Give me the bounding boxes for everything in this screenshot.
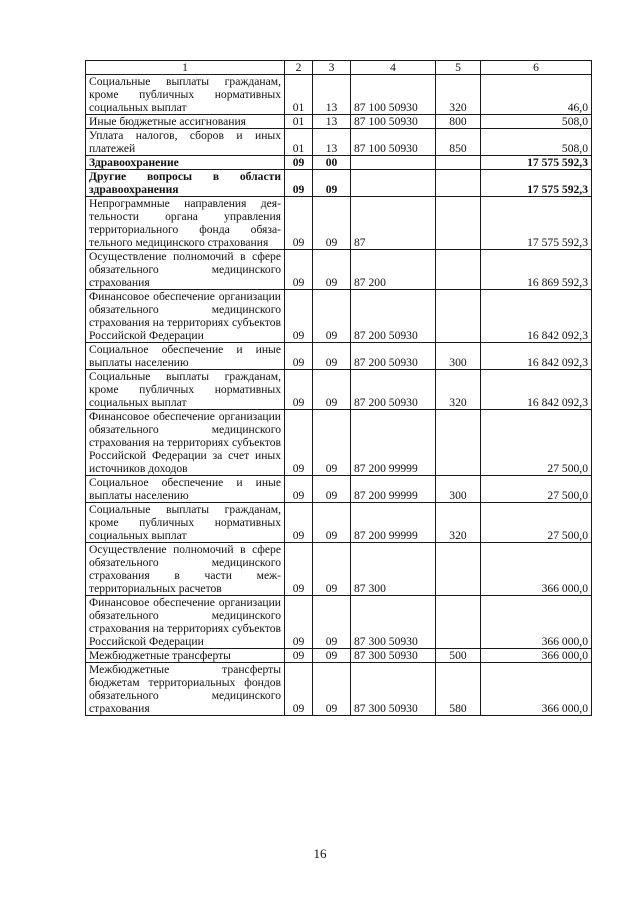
row-expense-type — [436, 543, 481, 596]
row-section: 09 — [285, 649, 313, 663]
table-row — [86, 503, 592, 543]
row-target-article: 87 200 99999 — [351, 410, 436, 476]
row-name: Финансовое обеспечение организации обязательного медицинского страхования на территориях субъектов Российской Федерации за счет иных источников доходов — [86, 410, 285, 476]
row-target-article: 87 100 50930 — [351, 129, 436, 156]
row-expense-type: 500 — [436, 649, 481, 663]
col-header: 6 — [481, 61, 592, 75]
table-row — [86, 250, 592, 290]
row-subsection: 09 — [313, 503, 351, 543]
row-target-article: 87 100 50930 — [351, 75, 436, 115]
row-section: 09 — [285, 156, 313, 170]
row-name: Уплата налогов, сборов и иных платежей — [86, 129, 285, 156]
col-header: 2 — [285, 61, 313, 75]
row-section: 09 — [285, 170, 313, 197]
row-expense-type — [436, 197, 481, 250]
row-name: Непрограммные направления деятельности органа управления территориального фонда обязательного медицинского страхования — [86, 197, 285, 250]
row-section: 09 — [285, 663, 313, 716]
row-subsection: 09 — [313, 476, 351, 503]
table-row — [86, 75, 592, 115]
row-expense-type: 320 — [436, 370, 481, 410]
row-subsection: 09 — [313, 649, 351, 663]
row-name: Социальные выплаты гражданам, кроме публичных нормативных социальных выплат — [86, 370, 285, 410]
row-expense-type — [436, 596, 481, 649]
row-amount: 16 842 092,3 — [481, 370, 592, 410]
page-number: 16 — [313, 846, 327, 861]
table-row — [86, 663, 592, 716]
row-expense-type — [436, 170, 481, 197]
row-expense-type: 800 — [436, 115, 481, 129]
row-expense-type — [436, 250, 481, 290]
row-target-article: 87 200 — [351, 250, 436, 290]
budget-table — [85, 60, 592, 716]
row-amount: 366 000,0 — [481, 596, 592, 649]
row-amount: 27 500,0 — [481, 476, 592, 503]
row-expense-type: 580 — [436, 663, 481, 716]
row-section: 09 — [285, 596, 313, 649]
row-subsection: 13 — [313, 129, 351, 156]
table-row — [86, 156, 592, 170]
row-section: 09 — [285, 290, 313, 343]
table-row — [86, 170, 592, 197]
row-target-article: 87 300 50930 — [351, 663, 436, 716]
row-expense-type: 850 — [436, 129, 481, 156]
row-subsection: 09 — [313, 663, 351, 716]
row-expense-type — [436, 290, 481, 343]
row-amount: 508,0 — [481, 129, 592, 156]
row-expense-type: 320 — [436, 503, 481, 543]
row-name: Другие вопросы в области здравоохранения — [86, 170, 285, 197]
table-row — [86, 476, 592, 503]
row-name: Финансовое обеспечение организации обязательного медицинского страхования на территориях субъектов Российской Федерации — [86, 290, 285, 343]
row-amount: 27 500,0 — [481, 410, 592, 476]
table-row — [86, 649, 592, 663]
table-row — [86, 370, 592, 410]
row-section: 09 — [285, 543, 313, 596]
row-section: 09 — [285, 197, 313, 250]
row-subsection: 09 — [313, 250, 351, 290]
row-expense-type: 320 — [436, 75, 481, 115]
row-amount: 17 575 592,3 — [481, 170, 592, 197]
row-name: Осуществление полномочий в сфере обязательного медицинского страхования — [86, 250, 285, 290]
row-section: 01 — [285, 129, 313, 156]
row-amount: 366 000,0 — [481, 663, 592, 716]
row-amount: 17 575 592,3 — [481, 197, 592, 250]
table-row — [86, 115, 592, 129]
row-name: Социальное обеспечение и иные выплаты населению — [86, 476, 285, 503]
row-target-article — [351, 170, 436, 197]
row-section: 09 — [285, 476, 313, 503]
row-amount: 46,0 — [481, 75, 592, 115]
col-header: 4 — [351, 61, 436, 75]
row-section: 09 — [285, 370, 313, 410]
row-name: Иные бюджетные ассигнования — [86, 115, 285, 129]
row-subsection: 09 — [313, 370, 351, 410]
col-header: 5 — [436, 61, 481, 75]
row-amount: 366 000,0 — [481, 649, 592, 663]
row-subsection: 09 — [313, 410, 351, 476]
row-subsection: 13 — [313, 75, 351, 115]
table-row — [86, 290, 592, 343]
row-name: Финансовое обеспечение организации обязательного медицинского страхования на территориях субъектов Российской Федерации — [86, 596, 285, 649]
row-subsection: 13 — [313, 115, 351, 129]
row-expense-type: 300 — [436, 476, 481, 503]
table-row — [86, 543, 592, 596]
row-name: Межбюджетные трансферты — [86, 649, 285, 663]
row-target-article: 87 200 50930 — [351, 370, 436, 410]
row-amount: 27 500,0 — [481, 503, 592, 543]
table-row — [86, 197, 592, 250]
header-row — [86, 61, 592, 75]
row-target-article: 87 — [351, 197, 436, 250]
row-section: 09 — [285, 410, 313, 476]
row-amount: 17 575 592,3 — [481, 156, 592, 170]
row-name: Социальное обеспечение и иные выплаты населению — [86, 343, 285, 370]
row-subsection: 09 — [313, 343, 351, 370]
row-target-article — [351, 156, 436, 170]
row-section: 01 — [285, 115, 313, 129]
row-name: Социальные выплаты гражданам, кроме публичных нормативных социальных выплат — [86, 75, 285, 115]
row-section: 09 — [285, 250, 313, 290]
table-row — [86, 343, 592, 370]
table-row — [86, 596, 592, 649]
row-amount: 508,0 — [481, 115, 592, 129]
row-amount: 16 842 092,3 — [481, 343, 592, 370]
row-amount: 16 869 592,3 — [481, 250, 592, 290]
row-section: 01 — [285, 75, 313, 115]
row-name: Осуществление полномочий в сфере обязательного медицинского страхования в части межтерриториальных расчетов — [86, 543, 285, 596]
row-name: Межбюджетные трансферты бюджетам территориальных фондов обязательного медицинского страхования — [86, 663, 285, 716]
table-row — [86, 129, 592, 156]
row-expense-type — [436, 410, 481, 476]
col-header: 3 — [313, 61, 351, 75]
row-target-article: 87 300 50930 — [351, 649, 436, 663]
row-name: Социальные выплаты гражданам, кроме публичных нормативных социальных выплат — [86, 503, 285, 543]
row-section: 09 — [285, 503, 313, 543]
col-header: 1 — [86, 61, 285, 75]
row-expense-type: 300 — [436, 343, 481, 370]
row-subsection: 00 — [313, 156, 351, 170]
row-amount: 16 842 092,3 — [481, 290, 592, 343]
row-target-article: 87 100 50930 — [351, 115, 436, 129]
row-subsection: 09 — [313, 170, 351, 197]
row-subsection: 09 — [313, 543, 351, 596]
row-target-article: 87 200 99999 — [351, 476, 436, 503]
row-target-article: 87 300 — [351, 543, 436, 596]
row-name: Здравоохранение — [86, 156, 285, 170]
row-expense-type — [436, 156, 481, 170]
row-target-article: 87 200 50930 — [351, 290, 436, 343]
row-section: 09 — [285, 343, 313, 370]
row-subsection: 09 — [313, 197, 351, 250]
row-target-article: 87 200 99999 — [351, 503, 436, 543]
table-row — [86, 410, 592, 476]
row-target-article: 87 300 50930 — [351, 596, 436, 649]
row-amount: 366 000,0 — [481, 543, 592, 596]
row-target-article: 87 200 50930 — [351, 343, 436, 370]
row-subsection: 09 — [313, 596, 351, 649]
row-subsection: 09 — [313, 290, 351, 343]
